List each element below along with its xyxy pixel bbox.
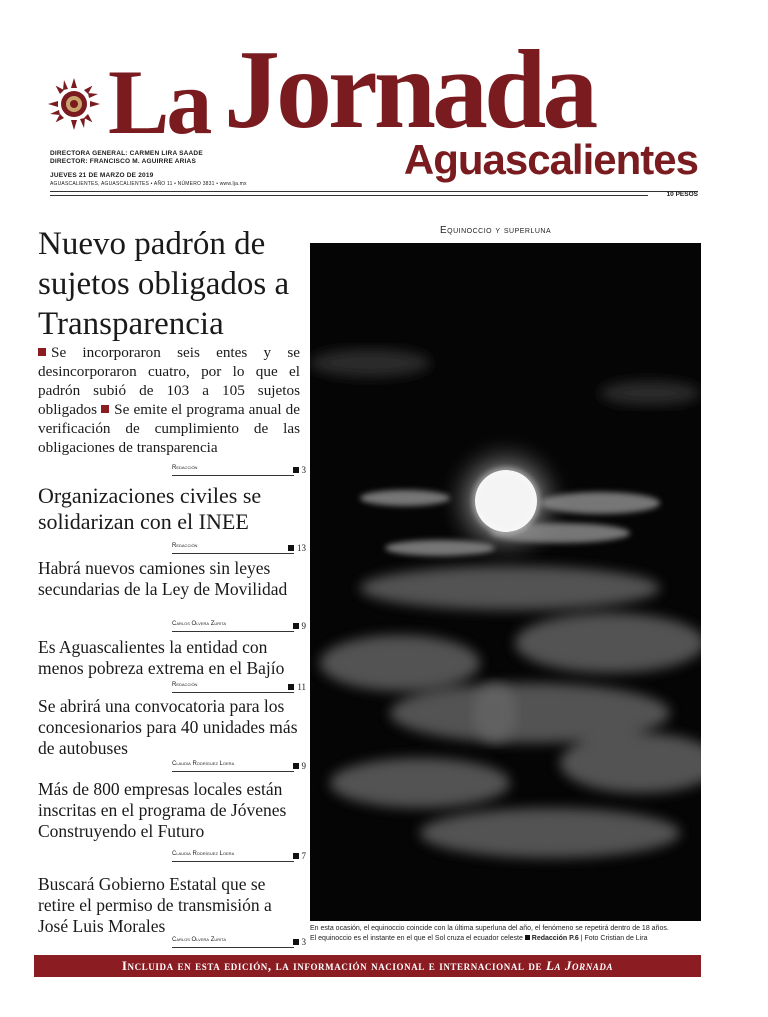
moon-night-image (310, 243, 701, 921)
byline-author: Carlos Olvera Zurita (172, 937, 227, 943)
story-byline (172, 849, 306, 862)
masthead-rule (50, 191, 698, 192)
masthead-jornada: Jornada (224, 28, 595, 152)
bullet-square-icon (101, 405, 109, 413)
edition-band (34, 955, 701, 977)
page-ref[interactable]: 9 (293, 761, 307, 771)
byline-author: Redacción (172, 465, 198, 471)
story-byline (172, 680, 306, 693)
story-headline[interactable]: Se abrirá una convocatoria para los concesionarios para 40 unidades más de autobuses (38, 696, 298, 758)
page-ref[interactable]: 3 (293, 937, 307, 947)
band-text: Incluida en esta edición, la información nacional e internacional de (121, 958, 543, 973)
page-ref[interactable]: 7 (293, 851, 307, 861)
lead-summary (38, 343, 300, 457)
caption-line-2: El equinoccio es el instante en el que el Sol cruza el ecuador celeste (310, 935, 523, 942)
page-ref[interactable]: 3 (293, 465, 307, 475)
story-byline (172, 759, 306, 772)
sun-emblem-icon (46, 76, 102, 132)
story-byline (172, 541, 306, 554)
lead-headline[interactable]: Nuevo padrón de sujetos obligados a Transparencia (38, 226, 290, 342)
byline-author: Claudia Rodríguez Loera (172, 851, 235, 857)
story-byline (172, 935, 306, 948)
page-ref[interactable]: 11 (288, 682, 306, 692)
byline-author: Redacción (172, 682, 198, 688)
story-headline[interactable]: Habrá nuevos camiones sin leyes secundarias de la Ley de Movilidad (38, 558, 288, 599)
lead-summary-1: Se incorporaron seis entes y se desincorporaron cuatro, por lo que el padrón subió de 103 a 105 sujetos obligados (38, 344, 300, 418)
bullet-square-icon (38, 348, 46, 356)
byline-author: Redacción (172, 543, 198, 549)
masthead-city: Aguascalientes (403, 136, 698, 183)
story-headline[interactable]: Más de 800 empresas locales están inscritas en el programa de Jóvenes Construyendo el Futuro (38, 779, 287, 841)
photo-moon[interactable] (310, 243, 701, 921)
page-ref[interactable]: 13 (288, 543, 306, 553)
story-byline (172, 619, 306, 632)
staff-box (50, 150, 247, 188)
lead-byline (172, 463, 306, 476)
story-headline[interactable]: Organizaciones civiles se solidarizan con el INEE (38, 483, 262, 534)
caption-page-ref[interactable]: Redacción P.6 (531, 935, 579, 942)
lead-summary-2: Se emite el programa anual de verificación de cumplimiento de las obligaciones de transparencia (38, 401, 300, 456)
price: 10 PESOS (666, 191, 698, 198)
issue-edition: AGUASCALIENTES, AGUASCALIENTES • AÑO 11 • NÚMERO 3831 • www.lja.mx (50, 181, 247, 187)
director: DIRECTOR: FRANCISCO M. AGUIRRE ARIAS (50, 158, 196, 165)
masthead-la: La (108, 51, 210, 153)
photo-caption: En esta ocasión, el equinoccio coincide con la última superluna del año, el fenómeno se repetirá dentro de 18 años. El equinoccio es el instante en el que el Sol cruza el ecuador celeste Redacción P.6 | Foto Cristian de Lira (310, 925, 669, 942)
masthead-rule-thin (50, 195, 648, 196)
director-general: DIRECTORA GENERAL: CARMEN LIRA SAADE (50, 150, 203, 157)
caption-line-1: En esta ocasión, el equinoccio coincide con la última superluna del año, el fenómeno se repetirá dentro de 18 años. (310, 925, 669, 932)
byline-author: Claudia Rodríguez Loera (172, 761, 235, 767)
issue-date: JUEVES 21 DE MARZO DE 2019 (50, 172, 154, 179)
story-headline[interactable]: Es Aguascalientes la entidad con menos pobreza extrema en el Bajío (38, 637, 285, 678)
bullet-square-icon (525, 935, 530, 940)
story-headline[interactable]: Buscará Gobierno Estatal que se retire el permiso de transmisión a José Luis Morales (38, 874, 272, 936)
caption-credit: Foto Cristian de Lira (584, 935, 648, 942)
band-name: La Jornada (545, 958, 614, 973)
page-ref[interactable]: 9 (293, 621, 307, 631)
photo-kicker: Equinoccio y superluna (440, 225, 552, 236)
byline-author: Carlos Olvera Zurita (172, 621, 227, 627)
